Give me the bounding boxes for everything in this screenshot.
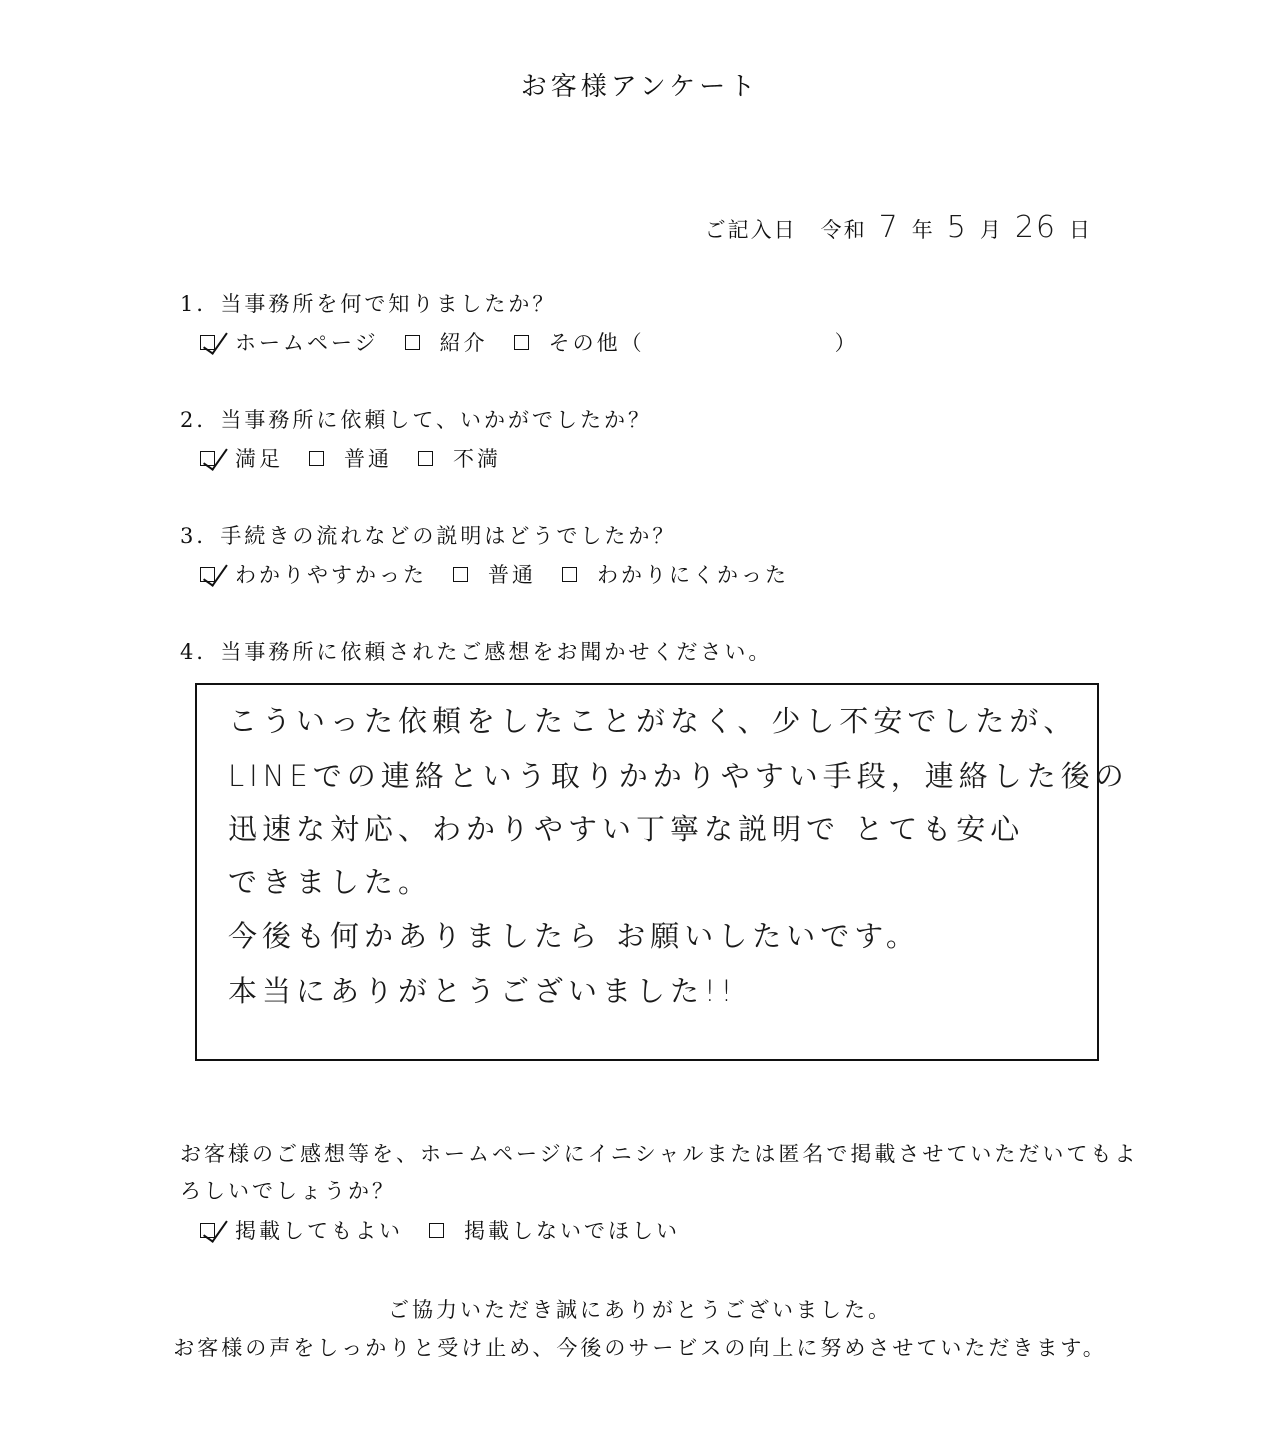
comment-line-2: LINEでの連絡という取りかかりやすい手段，連絡した後の (228, 759, 1129, 793)
checkbox[interactable] (309, 451, 324, 466)
option-label: 掲載してもよい (235, 1219, 403, 1243)
publish-options (200, 1215, 706, 1245)
q1-option-referral[interactable] (405, 327, 488, 357)
comment-line-5: 今後も何かありましたら お願いしたいです。 (228, 919, 920, 953)
option-label: わかりにくかった (597, 563, 789, 587)
publish-question-line-1: お客様のご感想等を、ホームページにイニシャルまたは匿名で掲載させていただいてもよ (180, 1142, 1139, 1166)
checkbox[interactable] (405, 335, 420, 350)
option-label: わかりやすかった (235, 563, 427, 587)
checkbox-checked[interactable] (200, 451, 215, 466)
thanks-line-2: お客様の声をしっかりと受け止め、今後のサービスの向上に努めさせていただきます。 (173, 1336, 1107, 1360)
publish-option-ok[interactable] (200, 1215, 403, 1245)
comment-line-4: できました。 (228, 865, 433, 899)
publish-question-line-2: ろしいでしょうか？ (180, 1179, 396, 1203)
checkbox[interactable] (514, 335, 529, 350)
date-month-unit: 月 (979, 218, 1003, 242)
q3-option-clear[interactable] (200, 559, 427, 589)
page-title: お客様アンケート (520, 72, 760, 102)
date-era: 令和 (820, 218, 867, 242)
comment-line-6: 本当にありがとうございました!! (228, 974, 738, 1008)
q2-option-normal[interactable] (309, 443, 392, 473)
q2-option-dissatisfied[interactable] (418, 443, 501, 473)
date-label: ご記入日 (704, 218, 797, 242)
q1-option-other[interactable] (514, 327, 859, 357)
entry-date (705, 210, 1092, 245)
q2-option-satisfied[interactable] (200, 443, 283, 473)
q3-option-unclear[interactable] (562, 559, 789, 589)
date-month[interactable]: 5 (946, 210, 968, 245)
q3-option-normal[interactable] (453, 559, 536, 589)
date-day[interactable]: 26 (1014, 210, 1057, 245)
checkbox-checked[interactable] (200, 1223, 215, 1238)
comment-line-1: こういった依頼をしたことがなく、少し不安でしたが、 (228, 704, 1078, 738)
option-label: 紹介 (439, 331, 488, 355)
question-1-options (200, 327, 885, 357)
question-4: 4．当事務所に依頼されたご感想をお聞かせください。 (180, 640, 773, 664)
option-label: ホームページ (235, 331, 379, 355)
checkbox[interactable] (418, 451, 433, 466)
question-3: 3．手続きの流れなどの説明はどうでしたか？ (180, 524, 677, 548)
date-day-unit: 日 (1069, 218, 1092, 242)
checkbox[interactable] (429, 1223, 444, 1238)
q1-option-homepage[interactable] (200, 327, 379, 357)
question-2-options (200, 443, 527, 473)
close-paren: ） (834, 331, 859, 355)
date-year-unit: 年 (911, 218, 935, 242)
option-label: 普通 (344, 447, 392, 471)
publish-option-no[interactable] (429, 1215, 680, 1245)
checkbox[interactable] (562, 567, 577, 582)
checkbox-checked[interactable] (200, 335, 215, 350)
option-label: 普通 (488, 563, 536, 587)
option-label: 掲載しないでほしい (464, 1219, 680, 1243)
question-1: 1．当事務所を何で知りましたか？ (180, 292, 557, 316)
option-label: その他（ (548, 331, 645, 355)
date-year[interactable]: 7 (878, 210, 900, 245)
thanks-line-1: ご協力いただき誠にありがとうございました。 (388, 1298, 892, 1322)
question-2: 2．当事務所に依頼して、いかがでしたか？ (180, 408, 652, 432)
option-label: 満足 (235, 447, 283, 471)
comment-line-3: 迅速な対応、わかりやすい丁寧な説明で とても安心 (228, 812, 1025, 846)
question-3-options (200, 559, 815, 589)
option-label: 不満 (453, 447, 501, 471)
checkbox-checked[interactable] (200, 567, 215, 582)
checkbox[interactable] (453, 567, 468, 582)
